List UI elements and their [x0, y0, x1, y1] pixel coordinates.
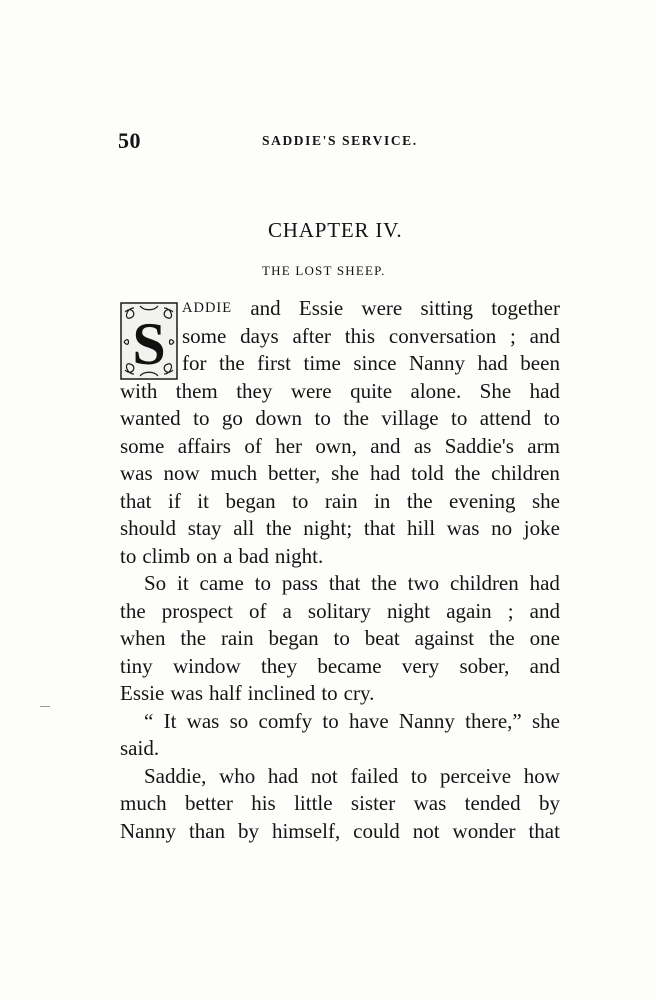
- text-line: when the rain began to beat against the one: [120, 626, 560, 650]
- running-head: SADDIE'S SERVICE.: [262, 133, 418, 148]
- text-line: tiny window they became very sober, and: [120, 653, 560, 678]
- text-line: So it came to pass that the two children had: [144, 571, 560, 595]
- text-line: was now much better, she had told the children: [120, 461, 560, 485]
- text-line: the prospect of a solitary night again ; and: [120, 598, 560, 623]
- text-line: said.: [120, 736, 160, 760]
- svg-text:S: S: [132, 311, 166, 377]
- text-line: some days after this conversation ; and: [182, 323, 560, 348]
- text-line: much better his little sister was tended by: [120, 791, 560, 815]
- chapter-title: CHAPTER IV.: [268, 218, 403, 242]
- text-line: Saddie, who had not failed to perceive how: [144, 763, 560, 788]
- text-line: with them they were quite alone. She had: [120, 378, 560, 403]
- text-line: to climb on a bad night.: [120, 543, 324, 568]
- text-line: Essie was half inclined to cry.: [120, 681, 375, 705]
- margin-mark: [40, 706, 50, 707]
- text-line: for the first time since Nanny had been: [182, 351, 560, 375]
- text-line: should stay all the night; that hill was no joke: [120, 516, 560, 540]
- page-number: 50: [118, 128, 141, 153]
- text-line: ADDIE and Essie were sitting together: [182, 296, 560, 320]
- body-text: [120, 295, 560, 845]
- text-line: that if it began to rain in the evening she: [120, 488, 560, 513]
- text-line: wanted to go down to the village to attend to: [120, 406, 560, 430]
- text-line: “ It was so comfy to have Nanny there,” she: [144, 708, 560, 733]
- text-line: Nanny than by himself, could not wonder that: [120, 818, 560, 843]
- text-line: some affairs of her own, and as Saddie's arm: [120, 433, 560, 458]
- chapter-subtitle: THE LOST SHEEP.: [262, 263, 386, 278]
